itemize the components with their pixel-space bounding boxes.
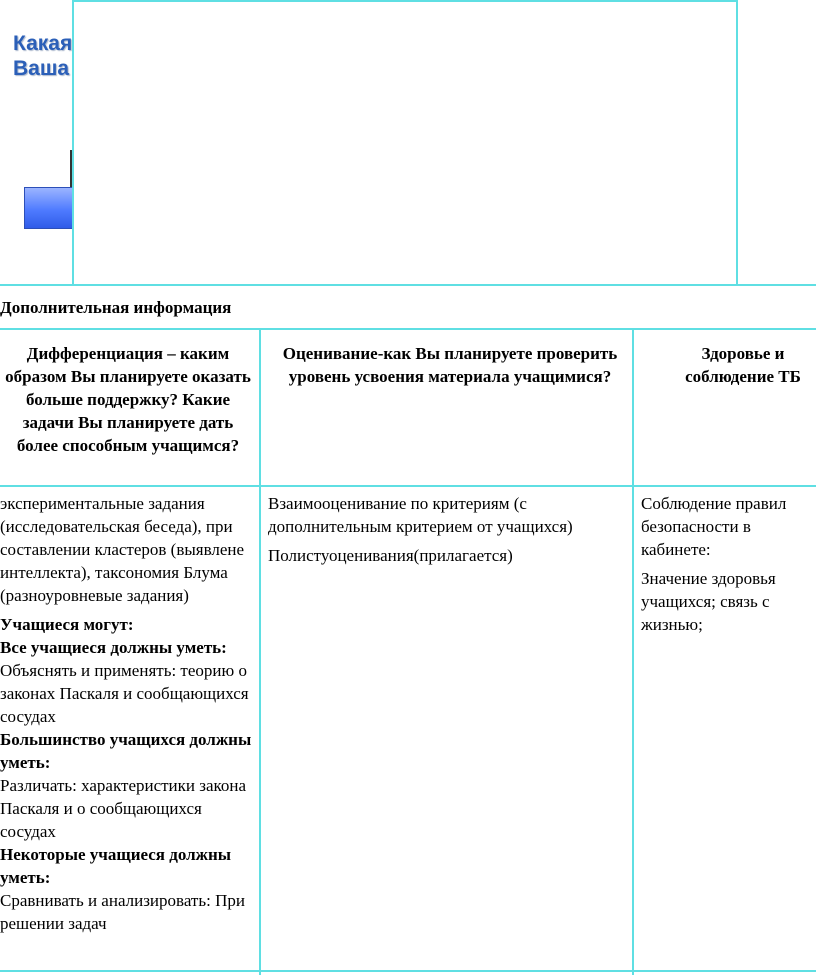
divider — [0, 284, 816, 286]
blank-image-frame — [72, 0, 738, 286]
most-students-text: Различать: характеристики закона Паскаля и о сообщающихся сосудах — [0, 776, 247, 841]
some-students-heading: Некоторые учащиеся должны уметь: — [0, 845, 232, 887]
table-cell-differentiation — [0, 492, 256, 935]
assessment-sheet: Полистуоценивания(прилагается) — [268, 546, 513, 565]
table-cell-health-safety — [641, 492, 813, 636]
table-border-top — [0, 328, 816, 330]
slide-title — [13, 31, 72, 81]
table-cell-assessment — [268, 492, 628, 567]
chart-bar — [24, 187, 72, 229]
health-importance: Значение здоровья учащихся; связь с жизнью; — [641, 569, 776, 634]
all-students-text: Объяснять и применять: теорию о законах Паскаля и сообщающихся сосудах — [0, 661, 249, 726]
table-border-bottom — [0, 970, 816, 972]
all-students-heading: Все учащиеся должны уметь: — [0, 638, 227, 657]
table-col-divider-2 — [632, 328, 634, 975]
table-header-differentiation: Дифференциация – каким образом Вы планируете оказать больше поддержку? Какие задачи Вы планируете дать более способным учащимся? — [5, 344, 251, 455]
table-header-assessment: Оценивание-как Вы планируете проверить уровень усвоения материала учащимися? — [282, 344, 618, 386]
slide-title-line-1: Какая — [13, 32, 72, 55]
students-can-heading: Учащиеся могут: — [0, 615, 134, 634]
slide-fragment — [0, 0, 72, 285]
embedded-slide — [0, 0, 816, 285]
safety-rules: Соблюдение правил безопасности в кабинете: — [641, 494, 787, 559]
differentiation-intro: экспериментальные задания (исследовательская беседа), при составлении кластеров (выявлене интеллекта), таксономия Блума (разноуровневые задания) — [0, 494, 245, 605]
table-header-health-safety: Здоровье и соблюдение ТБ — [685, 344, 801, 386]
some-students-text: Сравнивать и анализировать: При решении задач — [0, 891, 245, 933]
slide-title-line-2: Ваша — [13, 57, 70, 80]
table-col-divider-1 — [259, 328, 261, 975]
most-students-heading: Большинство учащихся должны уметь: — [0, 730, 252, 772]
table-header-divider — [0, 485, 816, 487]
assessment-peer: Взаимооценивание по критериям (с дополнительным критерием от учащихся) — [268, 494, 573, 536]
section-heading: Дополнительная информация — [0, 298, 232, 317]
